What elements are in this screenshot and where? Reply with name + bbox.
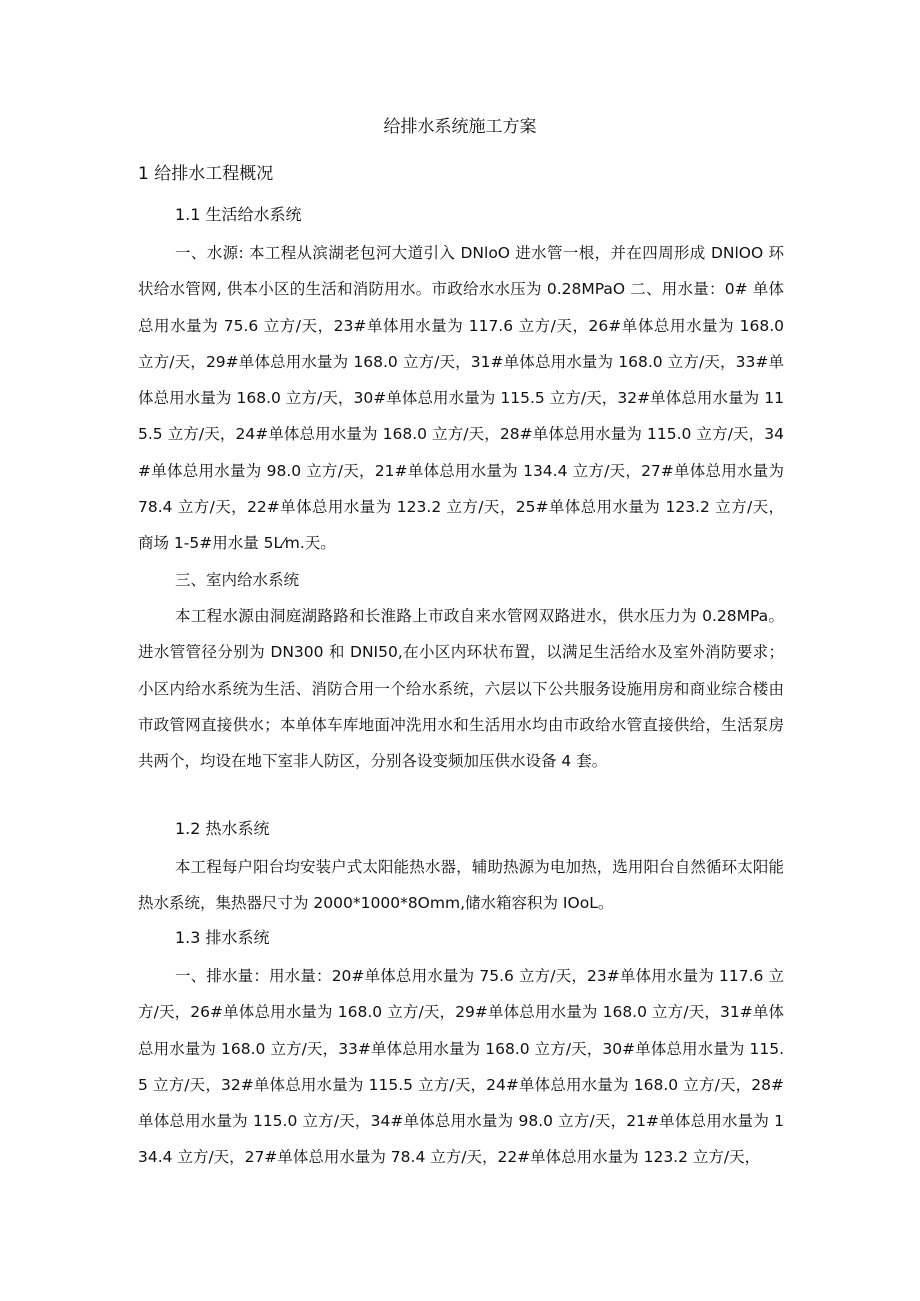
document-title: 给排水系统施工方案: [383, 117, 537, 137]
paragraph-hot-water: 本工程每户阳台均安装户式太阳能热水器，辅助热源为电加热，选用阳台自然循环太阳能热水系统，集热器尺寸为 2000*1000*8Omm,储水箱容积为 IOoL。: [138, 858, 784, 913]
subsection-heading-1-3: 1.3 排水系统: [175, 928, 270, 947]
paragraph-indoor-supply: 本工程水源由洞庭湖路路和长淮路上市政自来水管网双路进水，供水压力为 0.28MPa。进水管管径分别为 DN300 和 DNI50,在小区内环状布置，以满足生活给水及室外消防要求；小区内给水系统为生活、消防合用一个给水系统，六层以下公共服务设施用房和商业综合楼由市政管网直接供水；本单体车库地面冲洗用水和生活用水均由市政给水管直接供给，生活泵房共两个，均设在地下室非人防区，分别各设变频加压供水设备 4 套。: [138, 607, 784, 771]
section-heading-1: 1 给排水工程概况: [138, 164, 274, 184]
paragraph-indoor-heading: 三、室内给水系统: [175, 571, 300, 589]
subsection-heading-1-2: 1.2 热水系统: [175, 819, 270, 838]
subsection-heading-1-1: 1.1 生活给水系统: [175, 205, 302, 224]
paragraph-drainage: 一、排水量：用水量：20#单体总用水量为 75.6 立方/天，23#单体用水量为 117.6 立方/天，26#单体总用水量为 168.0 立方/天，29#单体总用水量为 168.0 立方/天，31#单体总用水量为 168.0 立方/天，33#单体总用水量为 168.0 立方/天，30#单体总用水量为 115.5 立方/天，32#单体总用水量为 115.5 立方/天，24#单体总用水量为 168.0 立方/天，28#单体总用水量为 115.0 立方/天，34#单体总用水量为 98.0 立方/天，21#单体总用水量为 134.4 立方/天，27#单体总用水量为 78.4 立方/天，22#单体总用水量为 123.2 立方/天，: [138, 967, 784, 1167]
paragraph-water-source: 一、水源: 本工程从滨湖老包河大道引入 DNloO 进水管一根，并在四周形成 DNlOO 环状给水管网, 供本小区的生活和消防用水。市政给水水压为 0.28MPaO 二、用水量：0# 单体总用水量为 75.6 立方/天，23#单体用水量为 117.6 立方/天，26#单体总用水量为 168.0 立方/天，29#单体总用水量为 168.0 立方/天，31#单体总用水量为 168.0 立方/天，33#单体总用水量为 168.0 立方/天，30#单体总用水量为 115.5 立方/天，32#单体总用水量为 115.5 立方/天，24#单体总用水量为 168.0 立方/天，28#单体总用水量为 115.0 立方/天，34#单体总用水量为 98.0 立方/天，21#单体总用水量为 134.4 立方/天，27#单体总用水量为 78.4 立方/天，22#单体总用水量为 123.2 立方/天，25#单体总用水量为 123.2 立方/天，商场 1-5#用水量 5L⁄m.天。: [138, 244, 784, 553]
